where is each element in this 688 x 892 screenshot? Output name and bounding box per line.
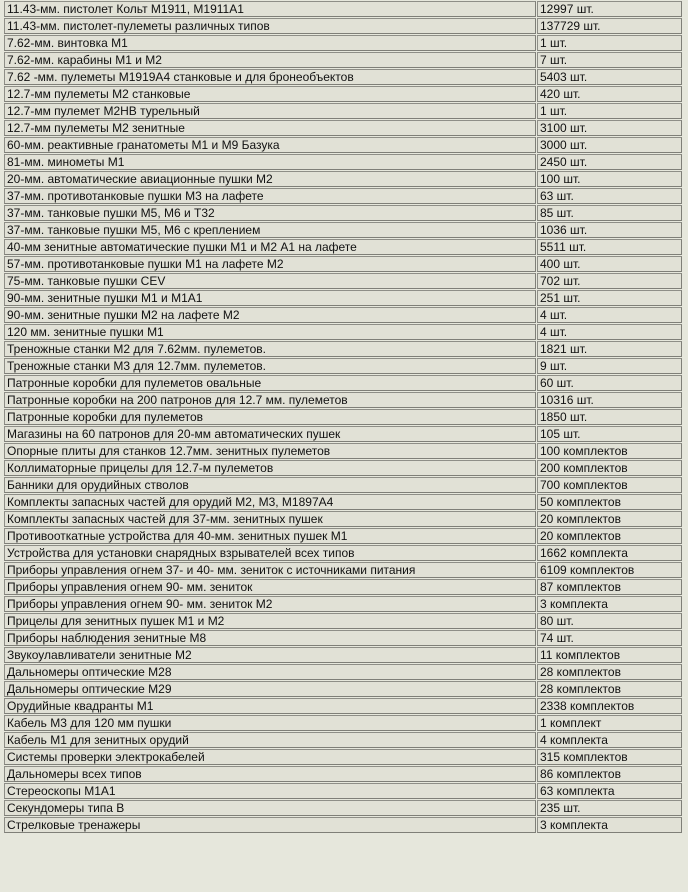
table-row xyxy=(4,511,682,527)
item-name-cell: Приборы управления огнем 90- мм. зениток М2 xyxy=(4,596,536,612)
table-row xyxy=(4,443,682,459)
item-quantity-cell: 315 комплектов xyxy=(537,749,682,765)
table-row xyxy=(4,273,682,289)
item-name-cell: 7.62 -мм. пулеметы М1919А4 станковые и для бронеобъектов xyxy=(4,69,536,85)
table-row xyxy=(4,222,682,238)
table-row xyxy=(4,358,682,374)
item-name-cell: Комплекты запасных частей для 37-мм. зенитных пушек xyxy=(4,511,536,527)
item-name-cell: Дальномеры всех типов xyxy=(4,766,536,782)
item-name-cell: Опорные плиты для станков 12.7мм. зенитных пулеметов xyxy=(4,443,536,459)
item-quantity-cell: 2450 шт. xyxy=(537,154,682,170)
table-row xyxy=(4,817,682,833)
item-quantity-cell: 5403 шт. xyxy=(537,69,682,85)
item-name-cell: Треножные станки М2 для 7.62мм. пулеметов. xyxy=(4,341,536,357)
table-row xyxy=(4,545,682,561)
table-row xyxy=(4,205,682,221)
item-quantity-cell: 85 шт. xyxy=(537,205,682,221)
item-name-cell: 7.62-мм. карабины М1 и М2 xyxy=(4,52,536,68)
item-quantity-cell: 3000 шт. xyxy=(537,137,682,153)
table-row xyxy=(4,460,682,476)
item-name-cell: 81-мм. минометы М1 xyxy=(4,154,536,170)
table-row xyxy=(4,477,682,493)
item-name-cell: 75-мм. танковые пушки CEV xyxy=(4,273,536,289)
item-name-cell: 12.7-мм пулеметы М2 станковые xyxy=(4,86,536,102)
item-name-cell: 7.62-мм. винтовка М1 xyxy=(4,35,536,51)
table-row xyxy=(4,35,682,51)
table-row xyxy=(4,596,682,612)
item-quantity-cell: 60 шт. xyxy=(537,375,682,391)
equipment-table xyxy=(3,0,683,834)
item-name-cell: Приборы управления огнем 90- мм. зениток xyxy=(4,579,536,595)
item-quantity-cell: 63 комплекта xyxy=(537,783,682,799)
item-quantity-cell: 6109 комплектов xyxy=(537,562,682,578)
item-name-cell: Кабель М1 для зенитных орудий xyxy=(4,732,536,748)
item-quantity-cell: 420 шт. xyxy=(537,86,682,102)
item-quantity-cell: 9 шт. xyxy=(537,358,682,374)
table-row xyxy=(4,715,682,731)
item-name-cell: 57-мм. противотанковые пушки М1 на лафете М2 xyxy=(4,256,536,272)
table-row xyxy=(4,749,682,765)
item-quantity-cell: 251 шт. xyxy=(537,290,682,306)
item-name-cell: Звукоулавливатели зенитные М2 xyxy=(4,647,536,663)
table-row xyxy=(4,171,682,187)
table-row xyxy=(4,1,682,17)
table-row xyxy=(4,783,682,799)
item-quantity-cell: 1 комплект xyxy=(537,715,682,731)
item-name-cell: Стереоскопы М1А1 xyxy=(4,783,536,799)
table-row xyxy=(4,239,682,255)
item-quantity-cell: 10316 шт. xyxy=(537,392,682,408)
item-quantity-cell: 4 шт. xyxy=(537,307,682,323)
item-name-cell: 37-мм. танковые пушки М5, М6 с креплением xyxy=(4,222,536,238)
item-name-cell: 12.7-мм пулеметы М2 зенитные xyxy=(4,120,536,136)
item-quantity-cell: 20 комплектов xyxy=(537,511,682,527)
table-row xyxy=(4,375,682,391)
item-quantity-cell: 50 комплектов xyxy=(537,494,682,510)
item-quantity-cell: 74 шт. xyxy=(537,630,682,646)
item-name-cell: Магазины на 60 патронов для 20-мм автоматических пушек xyxy=(4,426,536,442)
table-row xyxy=(4,579,682,595)
item-name-cell: 40-мм зенитные автоматические пушки М1 и М2 А1 на лафете xyxy=(4,239,536,255)
table-row xyxy=(4,307,682,323)
item-name-cell: Кабель М3 для 120 мм пушки xyxy=(4,715,536,731)
table-row xyxy=(4,664,682,680)
item-quantity-cell: 1662 комплекта xyxy=(537,545,682,561)
table-row xyxy=(4,154,682,170)
table-row xyxy=(4,290,682,306)
table-row xyxy=(4,766,682,782)
item-quantity-cell: 5511 шт. xyxy=(537,239,682,255)
item-quantity-cell: 235 шт. xyxy=(537,800,682,816)
item-name-cell: Патронные коробки для пулеметов xyxy=(4,409,536,425)
table-row xyxy=(4,18,682,34)
item-name-cell: 60-мм. реактивные гранатометы М1 и М9 Базука xyxy=(4,137,536,153)
item-quantity-cell: 87 комплектов xyxy=(537,579,682,595)
item-name-cell: Секундомеры типа В xyxy=(4,800,536,816)
table-row xyxy=(4,137,682,153)
item-name-cell: 20-мм. автоматические авиационные пушки М2 xyxy=(4,171,536,187)
item-name-cell: 37-мм. противотанковые пушки М3 на лафете xyxy=(4,188,536,204)
item-quantity-cell: 200 комплектов xyxy=(537,460,682,476)
item-quantity-cell: 2338 комплектов xyxy=(537,698,682,714)
item-name-cell: Приборы управления огнем 37- и 40- мм. зениток с источниками питания xyxy=(4,562,536,578)
item-quantity-cell: 86 комплектов xyxy=(537,766,682,782)
table-row xyxy=(4,562,682,578)
item-name-cell: 12.7-мм пулемет М2НВ турельный xyxy=(4,103,536,119)
item-quantity-cell: 63 шт. xyxy=(537,188,682,204)
table-row xyxy=(4,103,682,119)
table-row xyxy=(4,86,682,102)
item-quantity-cell: 28 комплектов xyxy=(537,681,682,697)
table-row xyxy=(4,256,682,272)
item-name-cell: Дальномеры оптические М29 xyxy=(4,681,536,697)
table-row xyxy=(4,392,682,408)
item-quantity-cell: 1850 шт. xyxy=(537,409,682,425)
table-row xyxy=(4,120,682,136)
table-row xyxy=(4,324,682,340)
item-quantity-cell: 400 шт. xyxy=(537,256,682,272)
table-row xyxy=(4,613,682,629)
item-name-cell: Орудийные квадранты М1 xyxy=(4,698,536,714)
item-quantity-cell: 80 шт. xyxy=(537,613,682,629)
item-name-cell: Банники для орудийных стволов xyxy=(4,477,536,493)
item-quantity-cell: 702 шт. xyxy=(537,273,682,289)
table-row xyxy=(4,732,682,748)
item-quantity-cell: 100 комплектов xyxy=(537,443,682,459)
item-name-cell: 90-мм. зенитные пушки М1 и М1А1 xyxy=(4,290,536,306)
item-quantity-cell: 100 шт. xyxy=(537,171,682,187)
item-quantity-cell: 1821 шт. xyxy=(537,341,682,357)
item-quantity-cell: 4 комплекта xyxy=(537,732,682,748)
item-name-cell: 11.43-мм. пистолет Кольт М1911, М1911А1 xyxy=(4,1,536,17)
item-name-cell: Стрелковые тренажеры xyxy=(4,817,536,833)
item-quantity-cell: 1 шт. xyxy=(537,35,682,51)
item-quantity-cell: 3 комплекта xyxy=(537,596,682,612)
item-name-cell: Треножные станки М3 для 12.7мм. пулеметов. xyxy=(4,358,536,374)
table-row xyxy=(4,188,682,204)
item-name-cell: Коллиматорные прицелы для 12.7-м пулеметов xyxy=(4,460,536,476)
table-row xyxy=(4,528,682,544)
item-quantity-cell: 28 комплектов xyxy=(537,664,682,680)
item-name-cell: Патронные коробки на 200 патронов для 12.7 мм. пулеметов xyxy=(4,392,536,408)
item-name-cell: 37-мм. танковые пушки М5, М6 и Т32 xyxy=(4,205,536,221)
item-quantity-cell: 1036 шт. xyxy=(537,222,682,238)
item-quantity-cell: 11 комплектов xyxy=(537,647,682,663)
item-name-cell: Дальномеры оптические М28 xyxy=(4,664,536,680)
item-name-cell: Устройства для установки снарядных взрывателей всех типов xyxy=(4,545,536,561)
item-name-cell: 120 мм. зенитные пушки М1 xyxy=(4,324,536,340)
item-quantity-cell: 3100 шт. xyxy=(537,120,682,136)
item-name-cell: Системы проверки электрокабелей xyxy=(4,749,536,765)
table-row xyxy=(4,52,682,68)
equipment-table-body xyxy=(4,1,682,833)
item-name-cell: Патронные коробки для пулеметов овальные xyxy=(4,375,536,391)
item-name-cell: Противооткатные устройства для 40-мм. зенитных пушек М1 xyxy=(4,528,536,544)
item-quantity-cell: 4 шт. xyxy=(537,324,682,340)
table-row xyxy=(4,800,682,816)
item-quantity-cell: 700 комплектов xyxy=(537,477,682,493)
item-name-cell: 11.43-мм. пистолет-пулеметы различных типов xyxy=(4,18,536,34)
table-row xyxy=(4,681,682,697)
item-quantity-cell: 105 шт. xyxy=(537,426,682,442)
table-row xyxy=(4,647,682,663)
table-row xyxy=(4,698,682,714)
table-row xyxy=(4,426,682,442)
table-row xyxy=(4,409,682,425)
item-name-cell: Комплекты запасных частей для орудий М2, М3, М1897А4 xyxy=(4,494,536,510)
item-name-cell: 90-мм. зенитные пушки М2 на лафете М2 xyxy=(4,307,536,323)
item-quantity-cell: 1 шт. xyxy=(537,103,682,119)
item-quantity-cell: 20 комплектов xyxy=(537,528,682,544)
item-quantity-cell: 3 комплекта xyxy=(537,817,682,833)
table-row xyxy=(4,630,682,646)
item-quantity-cell: 137729 шт. xyxy=(537,18,682,34)
item-name-cell: Прицелы для зенитных пушек М1 и М2 xyxy=(4,613,536,629)
item-name-cell: Приборы наблюдения зенитные М8 xyxy=(4,630,536,646)
item-quantity-cell: 12997 шт. xyxy=(537,1,682,17)
table-row xyxy=(4,69,682,85)
table-row xyxy=(4,341,682,357)
table-row xyxy=(4,494,682,510)
item-quantity-cell: 7 шт. xyxy=(537,52,682,68)
